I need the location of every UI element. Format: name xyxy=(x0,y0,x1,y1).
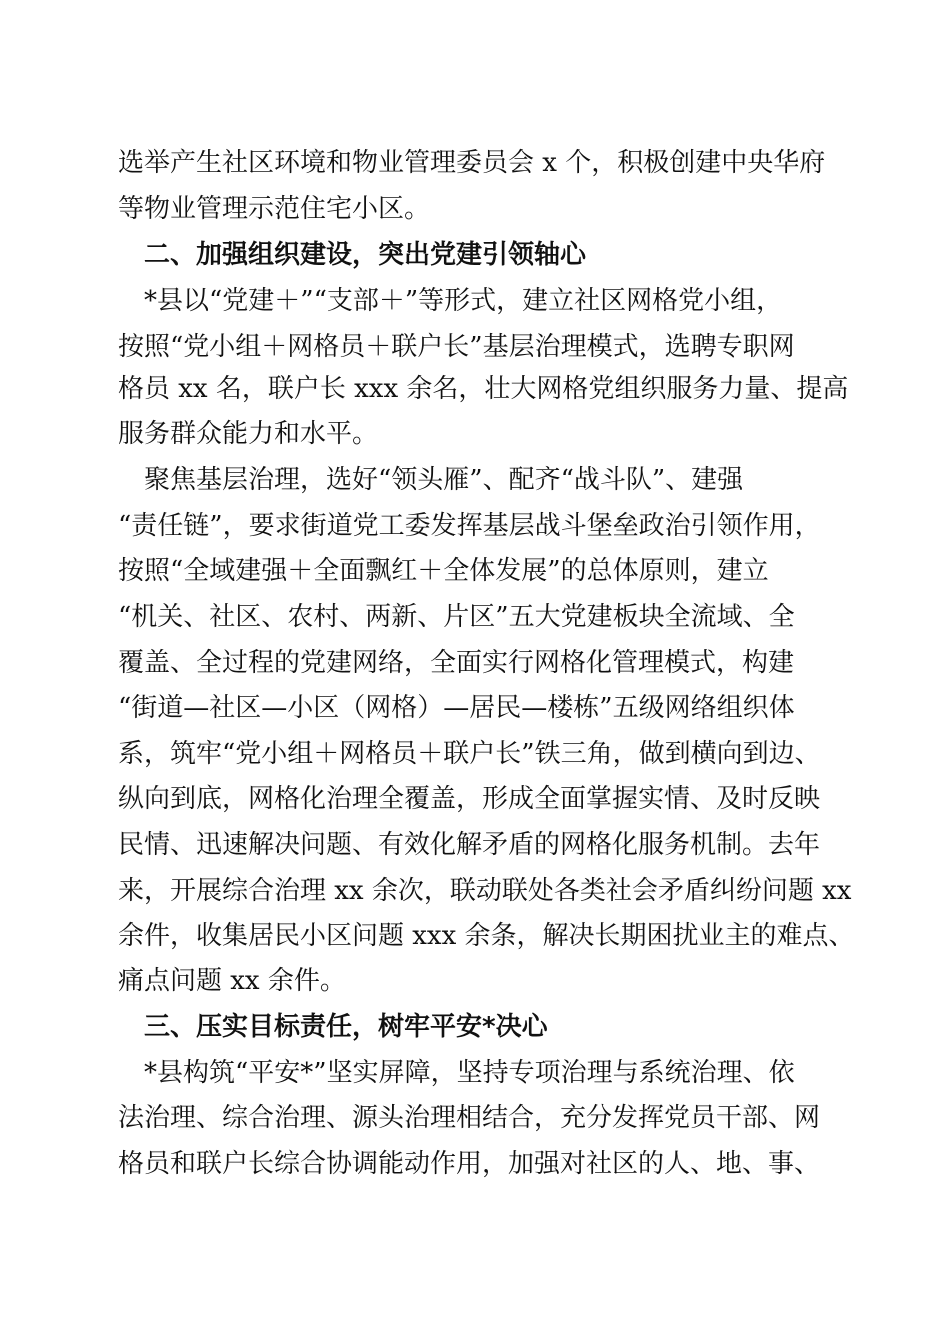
text-line: 覆盖、全过程的党建网络，全面实行网格化管理模式，构建 xyxy=(118,648,795,678)
text-line: 格员 xx 名，联户长 xxx 余名，壮大网格党组织服务力量、提高 xyxy=(118,374,849,404)
text-line: 余件，收集居民小区问题 xxx 余条，解决长期困扰业主的难点、 xyxy=(118,921,855,951)
text-line: 选举产生社区环境和物业管理委员会 x 个，积极创建中央华府 xyxy=(118,148,826,178)
text-line: 纵向到底，网格化治理全覆盖，形成全面掌握实情、及时反映 xyxy=(118,784,821,814)
text-line: 格员和联户长综合协调能动作用，加强对社区的人、地、事、 xyxy=(118,1149,821,1179)
text-line: 痛点问题 xx 余件。 xyxy=(118,966,346,996)
text-line: 按照“全域建强＋全面飘红＋全体发展”的总体原则，建立 xyxy=(118,556,769,586)
text-line: *县以“党建＋”“支部＋”等形式，建立社区网格党小组， xyxy=(118,286,783,316)
text-line: “责任链”，要求街道党工委发挥基层战斗堡垒政治引领作用， xyxy=(118,511,821,541)
text-line: 服务群众能力和水平。 xyxy=(118,419,379,449)
text-line: *县构筑“平安*”坚实屏障，坚持专项治理与系统治理、依 xyxy=(118,1058,795,1088)
text-line: 等物业管理示范住宅小区。 xyxy=(118,194,431,224)
section-heading-2: 二、加强组织建设，突出党建引领轴心 xyxy=(118,240,587,270)
text-line: “机关、社区、农村、两新、片区”五大党建板块全流域、全 xyxy=(118,602,795,632)
text-line: 按照“党小组＋网格员＋联户长”基层治理模式，选聘专职网 xyxy=(118,332,795,362)
text-line: 系，筑牢“党小组＋网格员＋联户长”铁三角，做到横向到边、 xyxy=(118,739,821,769)
text-line: “街道—社区—小区（网格）—居民—楼栋”五级网络组织体 xyxy=(118,693,795,723)
text-line: 聚焦基层治理，选好“领头雁”、配齐“战斗队”、建强 xyxy=(118,465,744,495)
text-line: 来，开展综合治理 xx 余次，联动联处各类社会矛盾纠纷问题 xx xyxy=(118,876,852,906)
text-line: 法治理、综合治理、源头治理相结合，充分发挥党员干部、网 xyxy=(118,1103,821,1133)
section-heading-3: 三、压实目标责任，树牢平安*决心 xyxy=(118,1012,548,1042)
text-line: 民情、迅速解决问题、有效化解矛盾的网格化服务机制。去年 xyxy=(118,830,821,860)
